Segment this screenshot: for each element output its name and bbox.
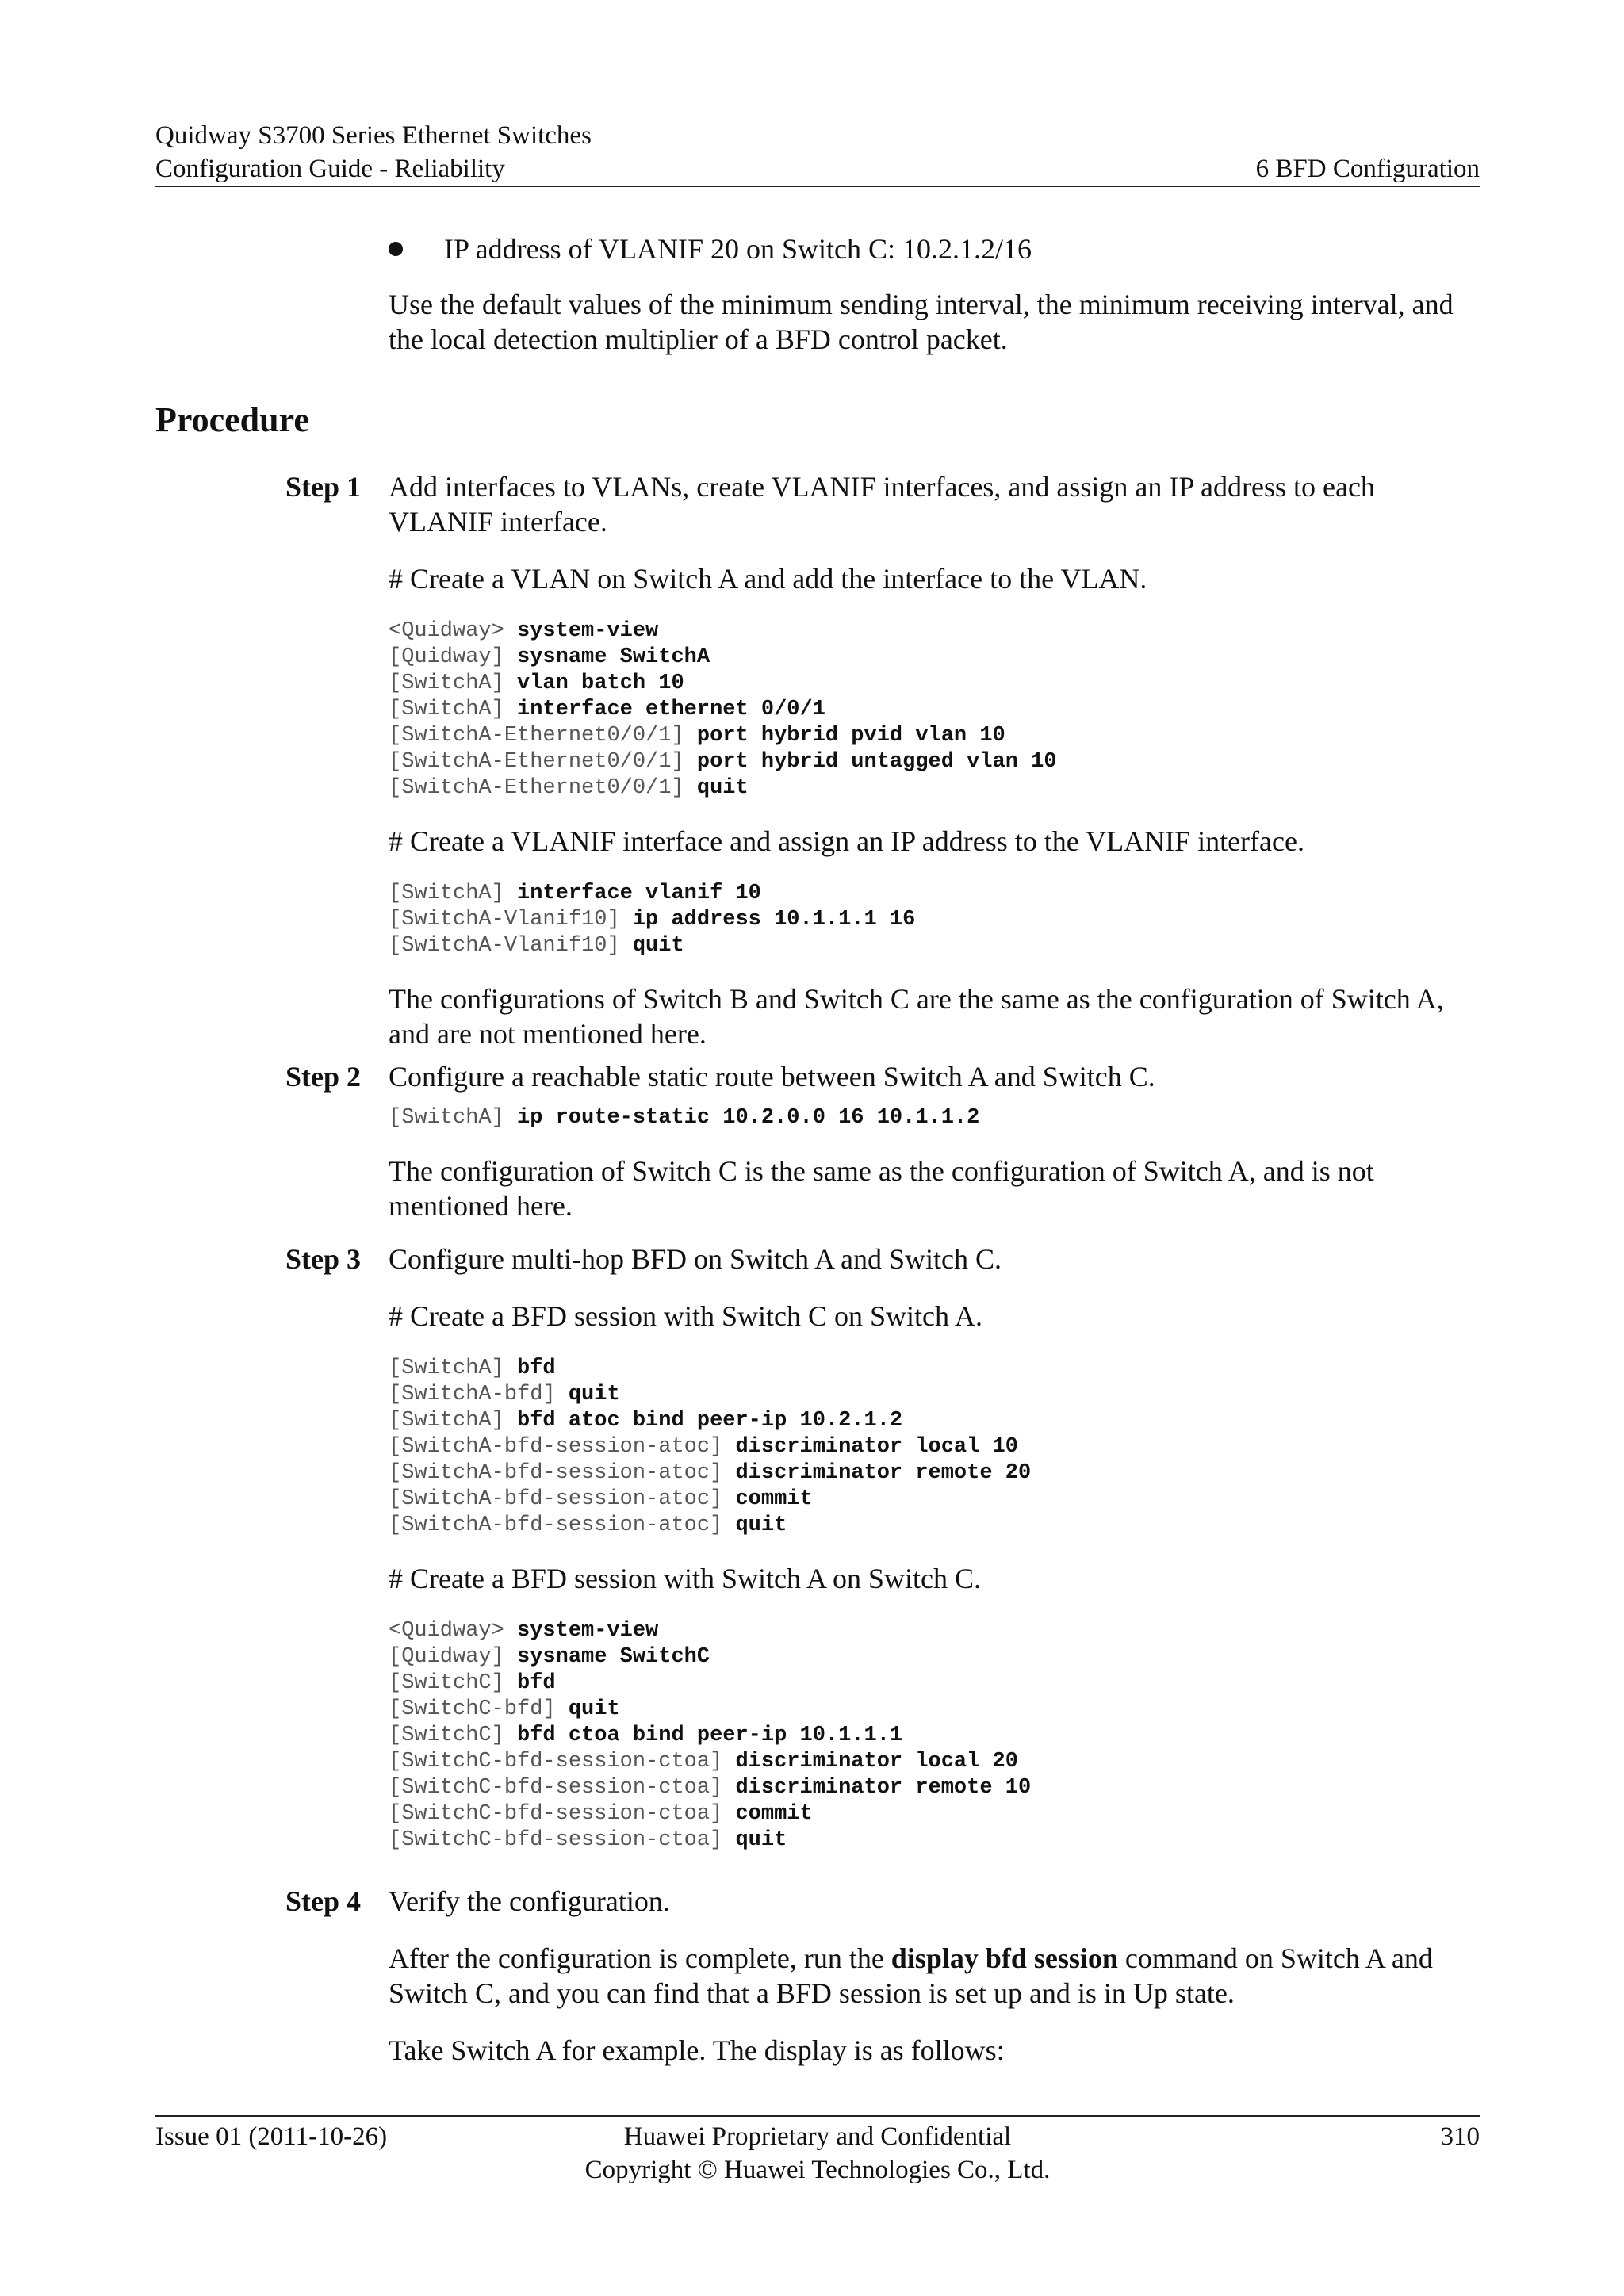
bullet-item xyxy=(389,232,1484,266)
cli-prompt: [SwitchA] xyxy=(389,1106,518,1130)
footer-issue: Issue 01 (2011-10-26) xyxy=(155,2122,388,2151)
section-title: Procedure xyxy=(155,400,309,439)
cli-prompt: [Quidway] xyxy=(389,1645,518,1669)
step-label: Step 1 xyxy=(285,471,362,503)
cli-prompt: [SwitchA-Ethernet0/0/1] xyxy=(389,776,697,800)
command-line xyxy=(389,618,1484,645)
note-text: After the configuration is complete, run the xyxy=(389,1942,891,1974)
command-line xyxy=(389,1434,1484,1460)
cli-command: discriminator remote 10 xyxy=(735,1776,1032,1800)
cli-command: ip address 10.1.1.1 16 xyxy=(632,908,916,932)
command-line xyxy=(389,645,1484,671)
cli-prompt: [SwitchA-bfd-session-atoc] xyxy=(389,1435,736,1459)
footer-confidential: Huawei Proprietary and Confidential xyxy=(623,2122,1012,2151)
intro-paragraph: Use the default values of the minimum sending interval, the minimum receiving interval, and the local detection multiplier of a BFD control packet. xyxy=(389,289,1454,355)
cli-prompt: [SwitchC] xyxy=(389,1671,518,1695)
command-line xyxy=(389,1723,1484,1749)
command-line xyxy=(389,1749,1484,1775)
command-block xyxy=(389,618,1484,802)
cli-prompt: [SwitchC-bfd] xyxy=(389,1697,569,1721)
step-title: Configure multi-hop BFD on Switch A and Switch C. xyxy=(389,1243,1002,1275)
step-label: Step 4 xyxy=(285,1885,362,1917)
cli-command: bfd ctoa bind peer-ip 10.1.1.1 xyxy=(517,1724,903,1747)
command-line xyxy=(389,1487,1484,1513)
cli-prompt: [SwitchA-bfd-session-atoc] xyxy=(389,1461,736,1485)
step-3 xyxy=(155,1242,1484,1854)
header-product: Quidway S3700 Series Ethernet Switches xyxy=(155,121,592,150)
step-label: Step 2 xyxy=(285,1061,362,1093)
command-line xyxy=(389,1382,1484,1408)
cli-command: discriminator remote 20 xyxy=(735,1461,1032,1485)
step-title: Add interfaces to VLANs, create VLANIF interfaces, and assign an IP address to each VLANIF interface. xyxy=(389,471,1375,538)
command-block xyxy=(389,1618,1484,1854)
bullet-dot-icon xyxy=(389,242,403,256)
cli-prompt: [SwitchA-bfd] xyxy=(389,1383,569,1406)
cli-command: ip route-static 10.2.0.0 16 10.1.1.2 xyxy=(517,1106,980,1130)
page-header xyxy=(155,119,1480,186)
header-chapter: 6 BFD Configuration xyxy=(1255,155,1480,183)
cli-prompt: [SwitchC-bfd-session-ctoa] xyxy=(389,1750,736,1774)
cli-command: quit xyxy=(696,776,749,800)
command-line xyxy=(389,1105,1484,1131)
cli-command: quit xyxy=(735,1828,787,1852)
command-block xyxy=(389,1356,1484,1539)
cli-prompt: <Quidway> xyxy=(389,619,518,643)
command-line xyxy=(389,1775,1484,1801)
step-2 xyxy=(155,1059,1484,1223)
cli-command: vlan batch 10 xyxy=(517,672,684,695)
command-line xyxy=(389,881,1484,907)
cli-prompt: [SwitchA-bfd-session-atoc] xyxy=(389,1487,736,1511)
command-name: display bfd session xyxy=(891,1942,1118,1974)
cli-command: quit xyxy=(735,1513,787,1537)
cli-prompt: [SwitchA] xyxy=(389,1357,518,1380)
cli-prompt: [SwitchC-bfd-session-ctoa] xyxy=(389,1828,736,1852)
cli-command: interface ethernet 0/0/1 xyxy=(517,698,825,721)
command-line xyxy=(389,1670,1484,1697)
command-line xyxy=(389,749,1484,775)
cli-prompt: [SwitchC] xyxy=(389,1724,518,1747)
command-line xyxy=(389,1827,1484,1854)
cli-command: bfd atoc bind peer-ip 10.2.1.2 xyxy=(517,1409,903,1433)
header-rule xyxy=(155,186,1480,187)
command-line xyxy=(389,1697,1484,1723)
command-line xyxy=(389,933,1484,959)
cli-command: port hybrid untagged vlan 10 xyxy=(696,750,1057,774)
command-block xyxy=(389,881,1484,959)
step-label: Step 3 xyxy=(285,1243,362,1275)
cli-prompt: [SwitchA] xyxy=(389,672,518,695)
cli-command: commit xyxy=(735,1487,813,1511)
cli-prompt: [SwitchA-Vlanif10] xyxy=(389,908,633,932)
cli-command: sysname SwitchA xyxy=(517,645,710,669)
cli-command: commit xyxy=(735,1802,813,1826)
step-note: # Create a BFD session with Switch A on Switch C. xyxy=(389,1563,981,1594)
step-1 xyxy=(155,469,1484,1051)
step-title: Configure a reachable static route between Switch A and Switch C. xyxy=(389,1061,1155,1093)
step-note xyxy=(389,1941,1484,2011)
command-block xyxy=(389,1105,1484,1131)
cli-command: discriminator local 10 xyxy=(735,1435,1018,1459)
cli-command: quit xyxy=(632,934,684,958)
cli-prompt: [SwitchA] xyxy=(389,882,518,905)
cli-prompt: [SwitchA] xyxy=(389,1409,518,1433)
command-line xyxy=(389,1801,1484,1827)
cli-command: interface vlanif 10 xyxy=(517,882,761,905)
command-line xyxy=(389,1644,1484,1670)
intro xyxy=(389,232,1484,357)
step-4 xyxy=(155,1884,1484,2068)
command-line xyxy=(389,723,1484,749)
cli-prompt: [SwitchA-Ethernet0/0/1] xyxy=(389,750,697,774)
cli-prompt: [SwitchA-Vlanif10] xyxy=(389,934,633,958)
cli-command: port hybrid pvid vlan 10 xyxy=(696,724,1005,748)
cli-prompt: <Quidway> xyxy=(389,1619,518,1643)
cli-prompt: [SwitchC-bfd-session-ctoa] xyxy=(389,1802,736,1826)
cli-prompt: [SwitchA-bfd-session-atoc] xyxy=(389,1513,736,1537)
command-line xyxy=(389,1408,1484,1434)
cli-prompt: [SwitchC-bfd-session-ctoa] xyxy=(389,1776,736,1800)
cli-command: system-view xyxy=(517,619,659,643)
step-note: # Create a BFD session with Switch C on Switch A. xyxy=(389,1300,982,1332)
cli-prompt: [Quidway] xyxy=(389,645,518,669)
command-line xyxy=(389,1356,1484,1382)
command-line xyxy=(389,1460,1484,1487)
cli-command: quit xyxy=(568,1697,620,1721)
command-line xyxy=(389,671,1484,697)
cli-command: discriminator local 20 xyxy=(735,1750,1018,1774)
footer-page-number: 310 xyxy=(1440,2122,1480,2151)
cli-command: quit xyxy=(568,1383,620,1406)
step-note: Take Switch A for example. The display is as follows: xyxy=(389,2034,1005,2066)
command-line xyxy=(389,1513,1484,1539)
cli-prompt: [SwitchA] xyxy=(389,698,518,721)
cli-command: bfd xyxy=(517,1671,556,1695)
cli-command: bfd xyxy=(517,1357,556,1380)
cli-prompt: [SwitchA-Ethernet0/0/1] xyxy=(389,724,697,748)
footer-center xyxy=(155,2120,1480,2187)
bullet-text: IP address of VLANIF 20 on Switch C: 10.2.1.2/16 xyxy=(444,233,1032,265)
step-note: The configurations of Switch B and Switch C are the same as the configuration of Switch A, and are not mentioned here. xyxy=(389,983,1444,1050)
command-line xyxy=(389,697,1484,723)
footer-copyright: Copyright © Huawei Technologies Co., Ltd. xyxy=(584,2156,1051,2184)
note-text: command on Switch A and Switch C, and you can find that a BFD session is set up and is in Up state. xyxy=(389,1942,1433,2009)
cli-command: system-view xyxy=(517,1619,659,1643)
step-note: # Create a VLANIF interface and assign an IP address to the VLANIF interface. xyxy=(389,825,1304,857)
command-line xyxy=(389,775,1484,802)
header-guide: Configuration Guide - Reliability xyxy=(155,155,505,183)
step-title: Verify the configuration. xyxy=(389,1885,670,1917)
footer-rule xyxy=(155,2115,1480,2117)
step-note: The configuration of Switch C is the same as the configuration of Switch A, and is not mentioned here. xyxy=(389,1155,1374,1222)
command-line xyxy=(389,907,1484,933)
command-line xyxy=(389,1618,1484,1644)
cli-command: sysname SwitchC xyxy=(517,1645,710,1669)
step-note: # Create a VLAN on Switch A and add the interface to the VLAN. xyxy=(389,563,1147,595)
